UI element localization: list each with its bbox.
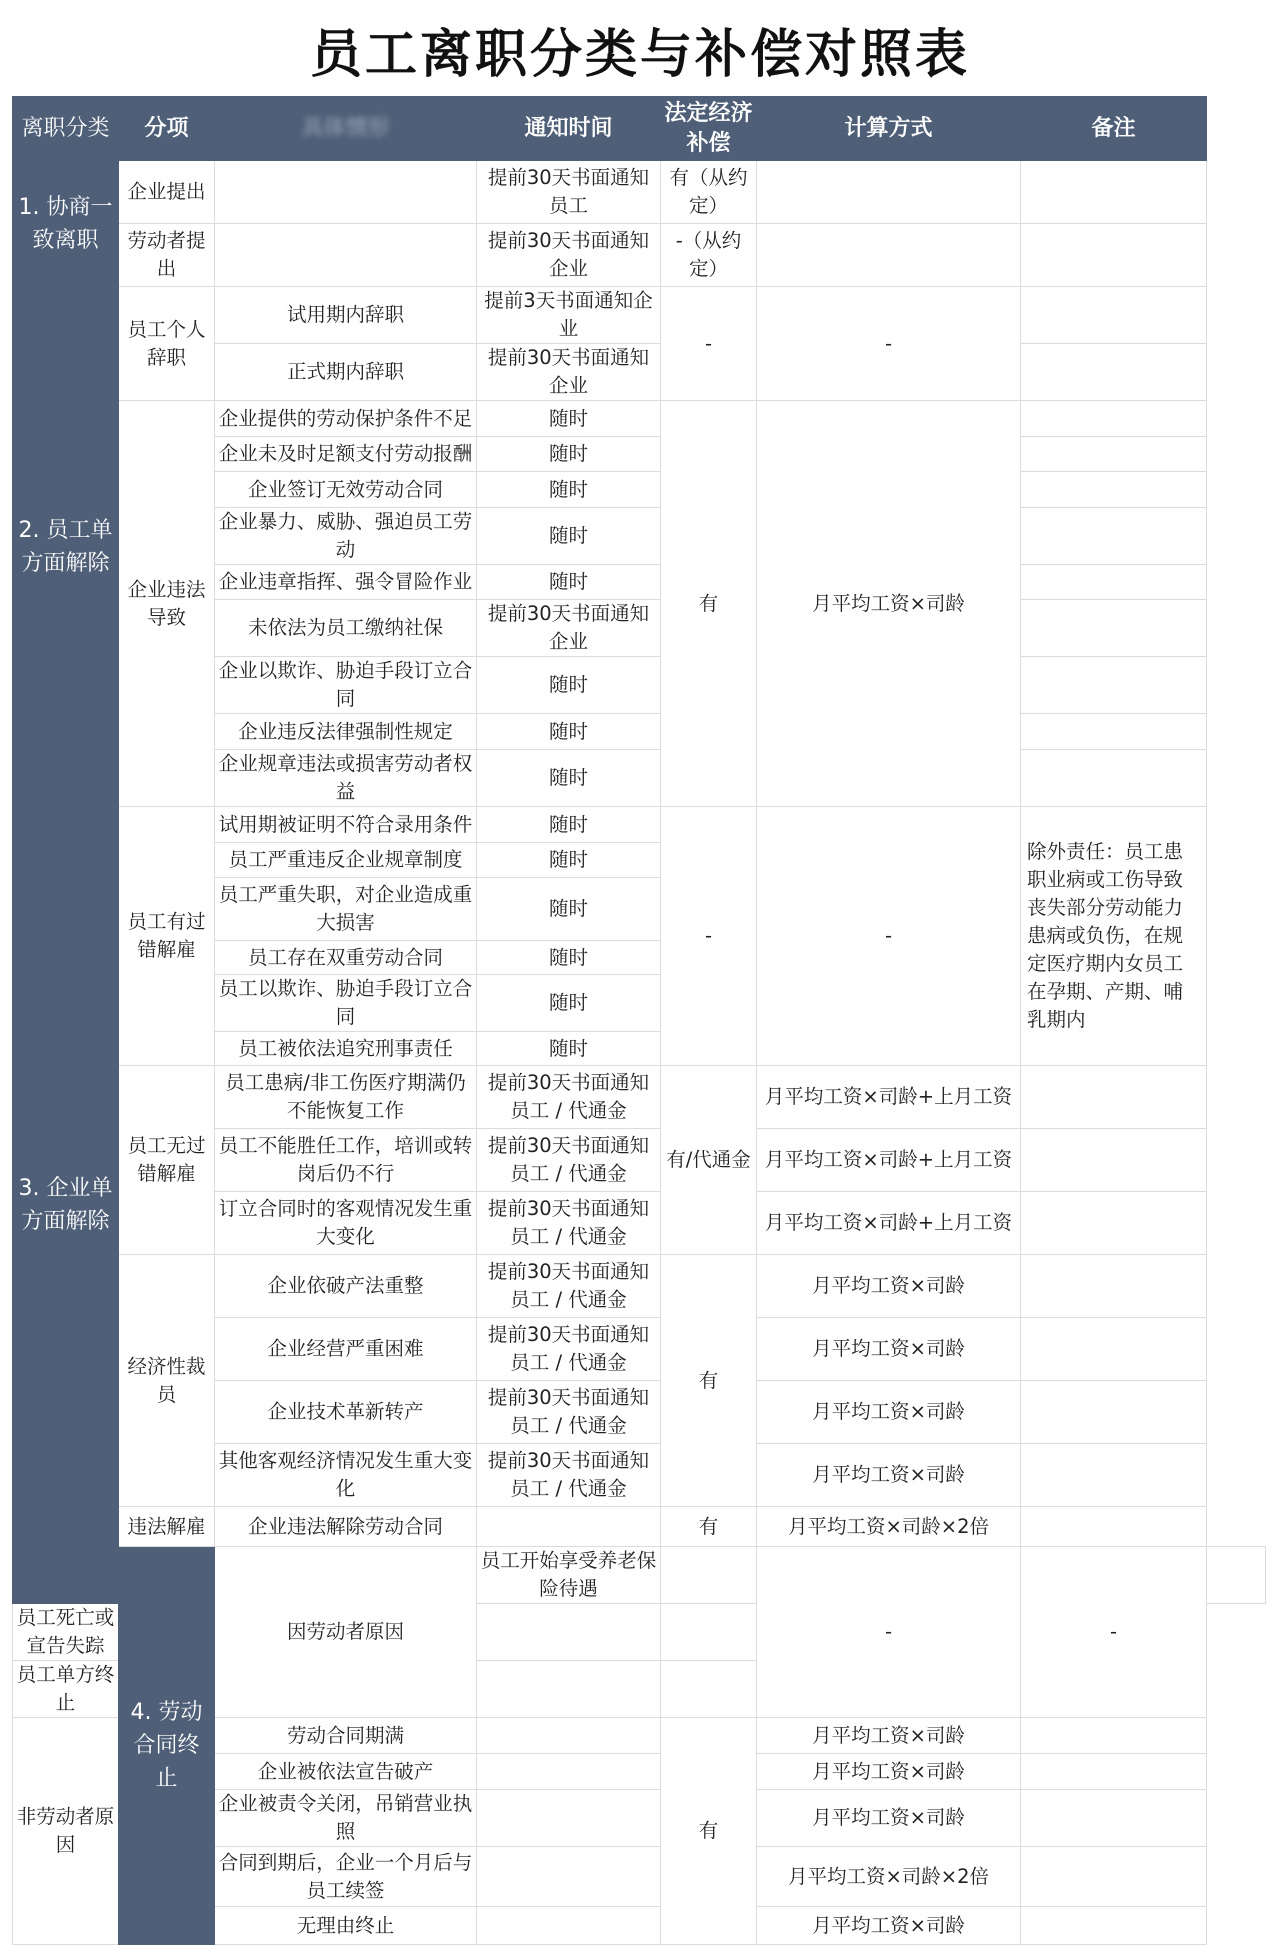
note-cell <box>1021 472 1207 508</box>
notice-cell <box>477 1790 661 1847</box>
subitem-cell: 企业提出 <box>119 161 215 224</box>
table-row <box>13 401 1266 437</box>
detail-cell: 试用期内辞职 <box>215 287 477 344</box>
calculation-cell: 月平均工资×司龄 <box>757 401 1021 807</box>
header-calculation: 计算方式 <box>757 97 1021 161</box>
detail-cell: 劳动合同期满 <box>215 1718 477 1754</box>
table-row <box>13 224 1266 287</box>
notice-cell: 随时 <box>477 472 661 508</box>
detail-cell: 企业技术革新转产 <box>215 1381 477 1444</box>
note-cell <box>1021 401 1207 437</box>
compensation-cell: 有/代通金 <box>661 1066 757 1255</box>
subitem-cell: 经济性裁员 <box>119 1255 215 1507</box>
note-cell <box>1021 714 1207 750</box>
detail-cell: 企业未及时足额支付劳动报酬 <box>215 437 477 472</box>
detail-cell: 正式期内辞职 <box>215 344 477 401</box>
detail-cell: 员工单方终止 <box>13 1661 119 1718</box>
calculation-cell: 月平均工资×司龄 <box>757 1444 1021 1507</box>
detail-cell: 企业违反法律强制性规定 <box>215 714 477 750</box>
notice-cell: 提前30天书面通知员工 <box>477 161 661 224</box>
subitem-cell: 违法解雇 <box>119 1507 215 1547</box>
note-cell <box>1021 437 1207 472</box>
notice-cell: 随时 <box>477 878 661 941</box>
compensation-cell: - <box>757 1547 1021 1718</box>
notice-cell: 提前30天书面通知员工 / 代通金 <box>477 1318 661 1381</box>
note-cell <box>661 1661 757 1718</box>
calculation-cell: - <box>757 807 1021 1066</box>
notice-cell <box>477 1661 661 1718</box>
note-cell <box>1021 161 1207 224</box>
note-cell <box>1021 657 1207 714</box>
notice-cell <box>477 1604 661 1661</box>
notice-cell: 随时 <box>477 807 661 843</box>
calculation-cell <box>757 224 1021 287</box>
note-cell <box>1021 1847 1207 1907</box>
notice-cell: 提前30天书面通知员工 / 代通金 <box>477 1381 661 1444</box>
notice-cell: 随时 <box>477 941 661 975</box>
note-cell <box>1021 1255 1207 1318</box>
header-compensation: 法定经济补偿 <box>661 97 757 161</box>
notice-cell: 提前30天书面通知员工 / 代通金 <box>477 1192 661 1255</box>
notice-cell: 随时 <box>477 714 661 750</box>
calculation-cell: 月平均工资×司龄 <box>757 1907 1021 1945</box>
note-cell <box>1021 224 1207 287</box>
detail-cell: 试用期被证明不符合录用条件 <box>215 807 477 843</box>
notice-cell <box>477 1907 661 1945</box>
category-cell: 4. 劳动合同终止 <box>119 1547 215 1945</box>
notice-cell <box>477 1718 661 1754</box>
note-cell <box>1021 287 1207 344</box>
calculation-cell: 月平均工资×司龄 <box>757 1754 1021 1790</box>
note-cell <box>1021 1192 1207 1255</box>
notice-cell: 随时 <box>477 508 661 565</box>
note-cell <box>661 1604 757 1661</box>
note-cell <box>1021 1754 1207 1790</box>
detail-cell: 员工死亡或宣告失踪 <box>13 1604 119 1661</box>
notice-cell: 随时 <box>477 565 661 600</box>
table-row <box>13 807 1266 843</box>
note-cell: 除外责任：员工患职业病或工伤导致丧失部分劳动能力患病或负伤，在规定医疗期内女员工在孕期、产期、哺乳期内 <box>1021 807 1207 1066</box>
notice-cell: 提前30天书面通知员工 / 代通金 <box>477 1129 661 1192</box>
note-cell <box>1021 344 1207 401</box>
detail-cell <box>215 224 477 287</box>
detail-cell: 企业规章违法或损害劳动者权益 <box>215 750 477 807</box>
detail-cell: 员工存在双重劳动合同 <box>215 941 477 975</box>
notice-cell: 提前30天书面通知员工 / 代通金 <box>477 1066 661 1129</box>
notice-cell <box>477 1754 661 1790</box>
calculation-cell: - <box>757 287 1021 401</box>
page-title: 员工离职分类与补偿对照表 <box>309 25 970 85</box>
detail-cell: 员工严重失职，对企业造成重大损害 <box>215 878 477 941</box>
compensation-cell: 有 <box>661 401 757 807</box>
detail-cell: 企业依破产法重整 <box>215 1255 477 1318</box>
header-subitem: 分项 <box>119 97 215 161</box>
category-cell: 1. 协商一致离职 <box>13 161 119 287</box>
subitem-cell: 员工个人辞职 <box>119 287 215 401</box>
category-cell: 2. 员工单方面解除 <box>13 287 119 807</box>
notice-cell: 提前30天书面通知员工 / 代通金 <box>477 1255 661 1318</box>
calculation-cell: 月平均工资×司龄 <box>757 1381 1021 1444</box>
notice-cell: 提前30天书面通知员工 / 代通金 <box>477 1444 661 1507</box>
table-row <box>13 1066 1266 1129</box>
detail-cell: 企业违章指挥、强令冒险作业 <box>215 565 477 600</box>
notice-cell: 随时 <box>477 1032 661 1066</box>
table-row <box>13 1255 1266 1318</box>
notice-cell: 提前30天书面通知企业 <box>477 344 661 401</box>
calculation-cell: 月平均工资×司龄×2倍 <box>757 1507 1021 1547</box>
note-cell <box>1021 1066 1207 1129</box>
detail-cell: 企业被责令关闭，吊销营业执照 <box>215 1790 477 1847</box>
detail-cell: 合同到期后，企业一个月后与员工续签 <box>215 1847 477 1907</box>
note-cell <box>1021 1129 1207 1192</box>
note-cell <box>1021 750 1207 807</box>
table-row <box>13 1507 1266 1547</box>
detail-cell: 企业被依法宣告破产 <box>215 1754 477 1790</box>
notice-cell: 提前30天书面通知企业 <box>477 224 661 287</box>
compensation-cell: 有 <box>661 1718 757 1945</box>
calculation-cell <box>757 161 1021 224</box>
blurred-header-text: 具体情形 <box>301 115 390 141</box>
notice-cell: 随时 <box>477 657 661 714</box>
table-row <box>13 287 1266 344</box>
note-cell <box>1021 600 1207 657</box>
header-note: 备注 <box>1021 97 1207 161</box>
subitem-cell: 员工无过错解雇 <box>119 1066 215 1255</box>
compensation-cell: 有 <box>661 1255 757 1507</box>
compensation-cell: 有（从约定） <box>661 161 757 224</box>
note-cell <box>1021 565 1207 600</box>
notice-cell: 提前3天书面通知企业 <box>477 287 661 344</box>
detail-cell: 员工不能胜任工作，培训或转岗后仍不行 <box>215 1129 477 1192</box>
note-cell <box>1021 1507 1207 1547</box>
detail-cell: 员工开始享受养老保险待遇 <box>477 1547 661 1604</box>
subitem-cell: 企业违法导致 <box>119 401 215 807</box>
note-cell <box>1207 1547 1266 1604</box>
calculation-cell: - <box>1021 1547 1207 1718</box>
calculation-cell: 月平均工资×司龄 <box>757 1318 1021 1381</box>
notice-cell: 随时 <box>477 750 661 807</box>
subitem-cell: 劳动者提出 <box>119 224 215 287</box>
detail-cell: 未依法为员工缴纳社保 <box>215 600 477 657</box>
notice-cell: 随时 <box>477 437 661 472</box>
notice-cell <box>477 1507 661 1547</box>
calculation-cell: 月平均工资×司龄+上月工资 <box>757 1066 1021 1129</box>
notice-cell: 随时 <box>477 401 661 437</box>
detail-cell: 企业提供的劳动保护条件不足 <box>215 401 477 437</box>
detail-cell: 员工以欺诈、胁迫手段订立合同 <box>215 975 477 1032</box>
notice-cell: 提前30天书面通知企业 <box>477 600 661 657</box>
header-category: 离职分类 <box>13 97 119 161</box>
table-row <box>13 1547 1266 1604</box>
calculation-cell: 月平均工资×司龄 <box>757 1790 1021 1847</box>
note-cell <box>1021 1444 1207 1507</box>
detail-cell: 其他客观经济情况发生重大变化 <box>215 1444 477 1507</box>
calculation-cell: 月平均工资×司龄×2倍 <box>757 1847 1021 1907</box>
notice-cell <box>661 1547 757 1604</box>
note-cell <box>1021 508 1207 565</box>
note-cell <box>1021 1381 1207 1444</box>
detail-cell: 员工严重违反企业规章制度 <box>215 843 477 878</box>
calculation-cell: 月平均工资×司龄 <box>757 1718 1021 1754</box>
notice-cell: 随时 <box>477 975 661 1032</box>
detail-cell: 员工被依法追究刑事责任 <box>215 1032 477 1066</box>
header-row <box>13 97 1266 161</box>
detail-cell: 订立合同时的客观情况发生重大变化 <box>215 1192 477 1255</box>
detail-cell: 企业经营严重困难 <box>215 1318 477 1381</box>
compensation-cell: 有 <box>661 1507 757 1547</box>
detail-cell: 员工患病/非工伤医疗期满仍不能恢复工作 <box>215 1066 477 1129</box>
notice-cell: 随时 <box>477 843 661 878</box>
detail-cell: 企业以欺诈、胁迫手段订立合同 <box>215 657 477 714</box>
compensation-cell: - <box>661 807 757 1066</box>
detail-cell: 企业签订无效劳动合同 <box>215 472 477 508</box>
calculation-cell: 月平均工资×司龄+上月工资 <box>757 1129 1021 1192</box>
detail-cell: 企业违法解除劳动合同 <box>215 1507 477 1547</box>
note-cell <box>1021 1718 1207 1754</box>
note-cell <box>1021 1318 1207 1381</box>
compensation-cell: -（从约定） <box>661 224 757 287</box>
subitem-cell: 非劳动者原因 <box>13 1718 119 1945</box>
detail-cell: 企业暴力、威胁、强迫员工劳动 <box>215 508 477 565</box>
detail-cell <box>215 161 477 224</box>
category-cell: 3. 企业单方面解除 <box>13 807 119 1604</box>
note-cell <box>1021 1790 1207 1847</box>
subitem-cell: 因劳动者原因 <box>215 1547 477 1718</box>
note-cell <box>1021 1907 1207 1945</box>
calculation-cell: 月平均工资×司龄+上月工资 <box>757 1192 1021 1255</box>
subitem-cell: 员工有过错解雇 <box>119 807 215 1066</box>
compensation-cell: - <box>661 287 757 401</box>
header-blurred <box>215 97 477 161</box>
detail-cell: 无理由终止 <box>215 1907 477 1945</box>
notice-cell <box>477 1847 661 1907</box>
calculation-cell: 月平均工资×司龄 <box>757 1255 1021 1318</box>
table-row <box>13 161 1266 224</box>
severance-table <box>12 96 1266 1945</box>
header-notice: 通知时间 <box>477 97 661 161</box>
